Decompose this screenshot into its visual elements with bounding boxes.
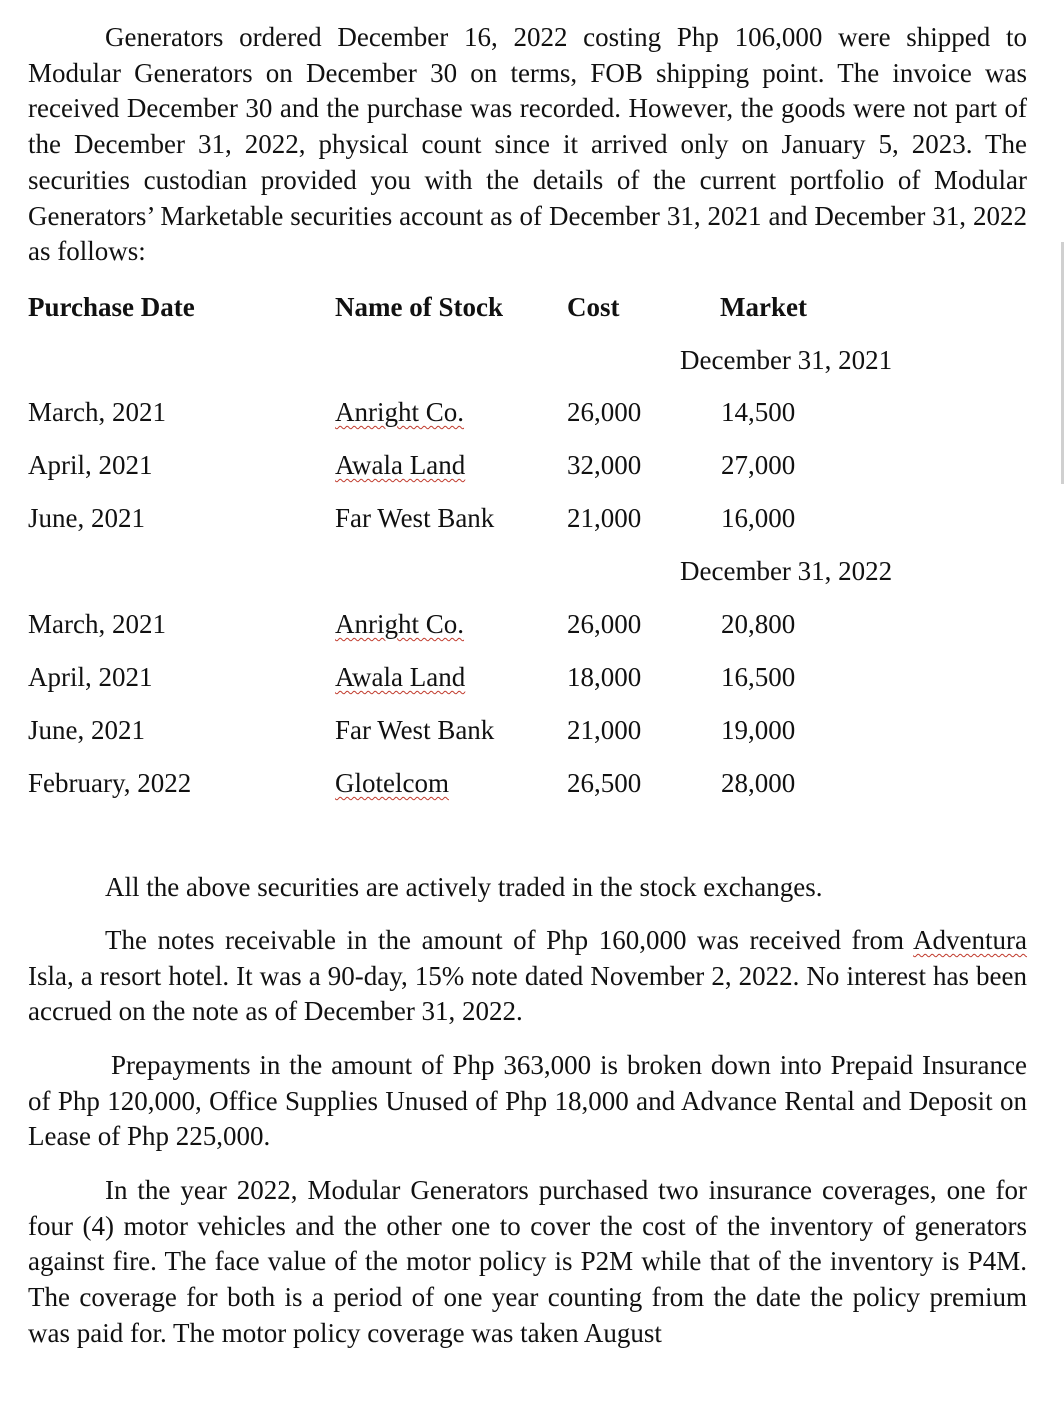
row-stock: Far West Bank [335, 715, 495, 745]
row-date: April, 2021 [28, 662, 153, 692]
row-cost: 32,000 [567, 450, 642, 480]
row-stock: Awala Land [335, 662, 466, 692]
row-market: 16,500 [721, 662, 796, 692]
paragraph-insurance: In the year 2022, Modular Generators purchased two insurance coverages, one for four (4) motor vehicles and the other one to cover the cost of the inventory of generators against fire. The face value of the motor policy is P2M while that of the inventory is P4M. The coverage for both is a period of one year counting from the date the policy premium was paid for. The motor policy coverage was taken August [28, 1175, 1027, 1348]
row-cost: 21,000 [567, 715, 642, 745]
group-label-2022: December 31, 2022 [680, 556, 893, 586]
row-stock: Far West Bank [335, 503, 495, 533]
row-date: June, 2021 [28, 715, 145, 745]
row-date: April, 2021 [28, 450, 153, 480]
paragraph-inventory-securities: Generators ordered December 16, 2022 costing Php 106,000 were shipped to Modular Generators on December 30 on terms, FOB shipping point. The invoice was received December 30 and the purchase was recorded. However, the goods were not part of the December 31, 2022, physical count since it arrived only on January 5, 2023. The securities custodian provided you with the details of the current portfolio of Modular Generators’ Marketable securities account as of December 31, 2021 and December 31, 2022 as follows: [28, 22, 1027, 267]
row-stock: Anright Co. [335, 609, 465, 639]
row-stock: Glotelcom [335, 768, 449, 798]
row-stock: Anright Co. [335, 397, 465, 427]
row-cost: 26,000 [567, 397, 642, 427]
notes-hotel-name: Adventura [913, 925, 1028, 955]
group-label-2021: December 31, 2021 [680, 345, 893, 375]
paragraph-prepayments: Prepayments in the amount of Php 363,000 is broken down into Prepaid Insurance of Php 120,000, Office Supplies Unused of Php 18,000 and Advance Rental and Deposit on Lease of Php 225,000. [28, 1050, 1027, 1152]
header-purchase-date: Purchase Date [28, 292, 195, 322]
row-market: 28,000 [721, 768, 796, 798]
row-date: March, 2021 [28, 397, 166, 427]
notes-lead-text: The notes receivable in the amount of Php 160,000 was received from [105, 925, 904, 955]
row-stock: Awala Land [335, 450, 466, 480]
header-name-of-stock: Name of Stock [335, 292, 503, 322]
row-market: 27,000 [721, 450, 796, 480]
row-cost: 26,000 [567, 609, 642, 639]
paragraph-notes-receivable [28, 923, 1027, 1030]
row-market: 14,500 [721, 397, 796, 427]
row-date: March, 2021 [28, 609, 166, 639]
row-cost: 21,000 [567, 503, 642, 533]
row-market: 16,000 [721, 503, 796, 533]
paragraph-actively-traded: All the above securities are actively traded in the stock exchanges. [105, 872, 823, 902]
row-cost: 18,000 [567, 662, 642, 692]
header-market: Market [720, 292, 807, 322]
row-cost: 26,500 [567, 768, 642, 798]
row-market: 19,000 [721, 715, 796, 745]
row-market: 20,800 [721, 609, 796, 639]
row-date: February, 2022 [28, 768, 192, 798]
row-date: June, 2021 [28, 503, 145, 533]
notes-rest-text: Isla, a resort hotel. It was a 90-day, 15% note dated November 2, 2022. No interest has been accrued on the note as of December 31, 2022. [28, 960, 1027, 1027]
header-cost: Cost [567, 292, 620, 322]
